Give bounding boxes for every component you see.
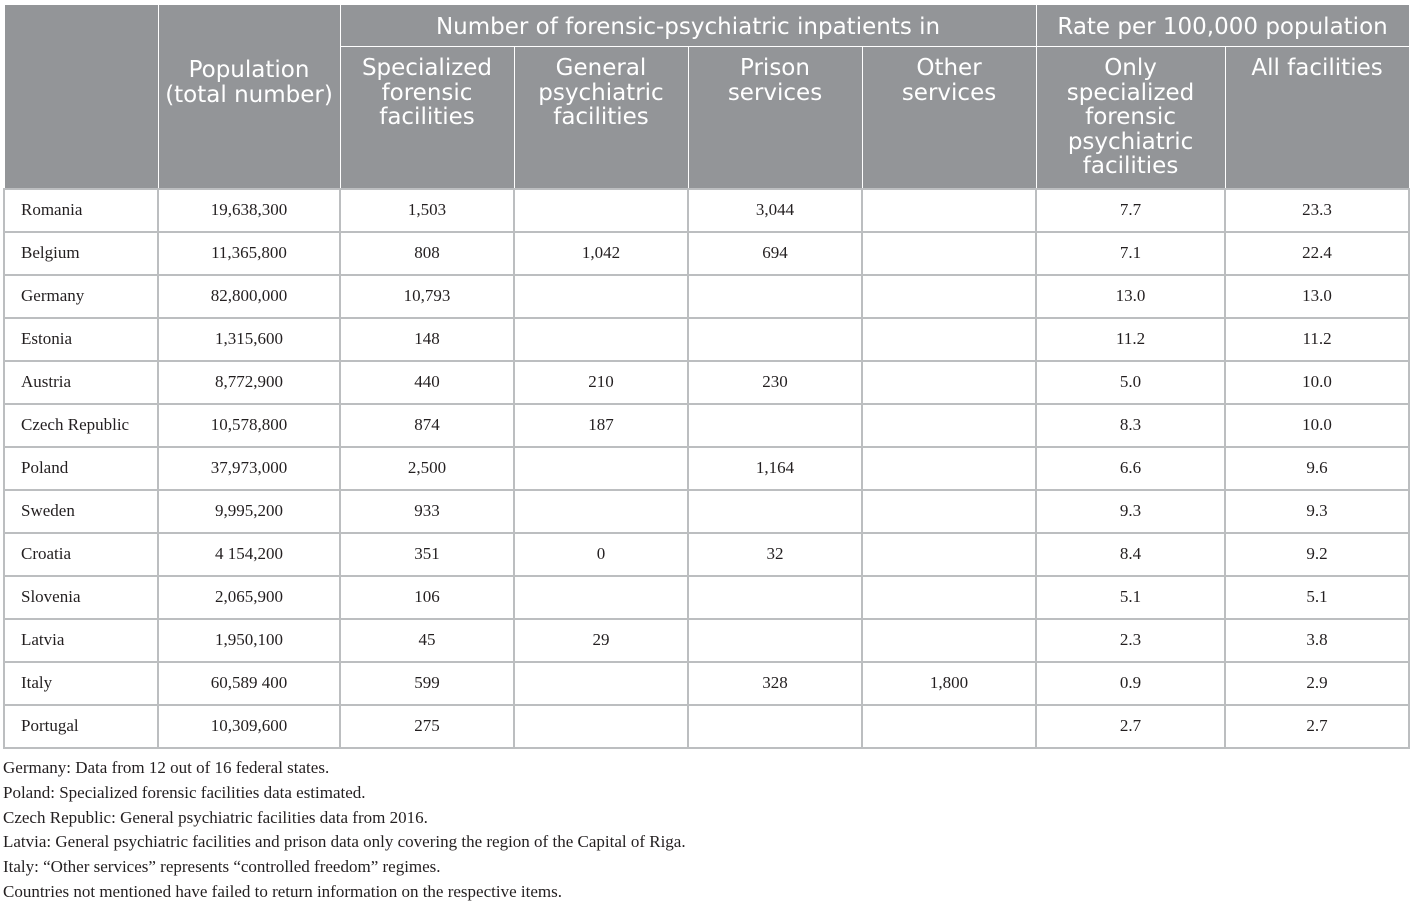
table-row [4, 361, 1409, 404]
cell-population: 2,065,900 [158, 576, 340, 619]
cell-other [862, 490, 1036, 533]
cell-all-facilities: 5.1 [1225, 576, 1409, 619]
cell-prison: 32 [688, 533, 862, 576]
cell-other [862, 404, 1036, 447]
cell-specialized: 599 [340, 662, 514, 705]
cell-population: 4 154,200 [158, 533, 340, 576]
cell-only-specialized: 11.2 [1036, 318, 1225, 361]
cell-prison [688, 576, 862, 619]
cell-only-specialized: 7.1 [1036, 232, 1225, 275]
cell-general [514, 490, 688, 533]
cell-other [862, 275, 1036, 318]
cell-all-facilities: 2.7 [1225, 705, 1409, 748]
header-group-rate-label: Rate per 100,000 population [1057, 14, 1388, 40]
table-row [4, 275, 1409, 318]
cell-population: 82,800,000 [158, 275, 340, 318]
table-body [4, 189, 1409, 748]
cell-specialized: 808 [340, 232, 514, 275]
cell-prison: 328 [688, 662, 862, 705]
cell-other [862, 447, 1036, 490]
header-country-blank [4, 5, 158, 189]
cell-general: 29 [514, 619, 688, 662]
cell-general [514, 447, 688, 490]
header-prison [688, 47, 862, 189]
footnote: Germany: Data from 12 out of 16 federal states. [3, 758, 330, 777]
cell-prison [688, 490, 862, 533]
cell-general [514, 576, 688, 619]
cell-only-specialized: 9.3 [1036, 490, 1225, 533]
cell-specialized: 148 [340, 318, 514, 361]
footnote: Countries not mentioned have failed to return information on the respective items. [3, 881, 562, 901]
header-other [862, 47, 1036, 189]
cell-general: 0 [514, 533, 688, 576]
cell-prison [688, 619, 862, 662]
cell-all-facilities: 10.0 [1225, 404, 1409, 447]
table-row [4, 232, 1409, 275]
cell-specialized: 1,503 [340, 189, 514, 232]
cell-general [514, 275, 688, 318]
header-only-specialized [1036, 47, 1225, 189]
cell-specialized: 874 [340, 404, 514, 447]
cell-population: 9,995,200 [158, 490, 340, 533]
cell-country: Belgium [4, 232, 158, 275]
cell-other [862, 232, 1036, 275]
header-prison-label: Prison services [727, 55, 823, 106]
data-table-container [3, 4, 1408, 749]
cell-only-specialized: 8.4 [1036, 533, 1225, 576]
cell-all-facilities: 9.2 [1225, 533, 1409, 576]
table-row [4, 533, 1409, 576]
cell-population: 1,315,600 [158, 318, 340, 361]
cell-country: Italy [4, 662, 158, 705]
table-row [4, 662, 1409, 705]
cell-country: Austria [4, 361, 158, 404]
cell-population: 10,578,800 [158, 404, 340, 447]
cell-other [862, 318, 1036, 361]
cell-only-specialized: 0.9 [1036, 662, 1225, 705]
cell-other [862, 189, 1036, 232]
cell-general [514, 189, 688, 232]
cell-population: 1,950,100 [158, 619, 340, 662]
cell-country: Poland [4, 447, 158, 490]
cell-only-specialized: 5.0 [1036, 361, 1225, 404]
cell-country: Czech Republic [4, 404, 158, 447]
header-general-label: General psychiatric facilities [538, 55, 664, 130]
footnote: Czech Republic: General psychiatric facilities data from 2016. [3, 807, 428, 827]
cell-specialized: 2,500 [340, 447, 514, 490]
cell-specialized: 275 [340, 705, 514, 748]
cell-only-specialized: 7.7 [1036, 189, 1225, 232]
cell-other [862, 705, 1036, 748]
cell-specialized: 440 [340, 361, 514, 404]
cell-prison: 694 [688, 232, 862, 275]
cell-population: 11,365,800 [158, 232, 340, 275]
header-population [158, 5, 340, 189]
cell-other: 1,800 [862, 662, 1036, 705]
header-group-inpatients [340, 5, 1036, 47]
cell-population: 8,772,900 [158, 361, 340, 404]
header-only-specialized-label: Only specialized forensic psychiatric facilities [1066, 55, 1195, 179]
cell-other [862, 533, 1036, 576]
table-row [4, 490, 1409, 533]
cell-only-specialized: 13.0 [1036, 275, 1225, 318]
cell-population: 10,309,600 [158, 705, 340, 748]
table-row [4, 705, 1409, 748]
footnote: Latvia: General psychiatric facilities and prison data only covering the region of the Capital of Riga. [3, 832, 686, 852]
cell-general [514, 705, 688, 748]
table-row [4, 404, 1409, 447]
footnote: Italy: “Other services” represents “controlled freedom” regimes. [3, 857, 441, 877]
table-row [4, 318, 1409, 361]
cell-general [514, 318, 688, 361]
footnote: Poland: Specialized forensic facilities data estimated. [3, 782, 366, 802]
table-row [4, 576, 1409, 619]
cell-other [862, 619, 1036, 662]
header-group-inpatients-label: Number of forensic-psychiatric inpatients in [435, 14, 941, 40]
cell-all-facilities: 13.0 [1225, 275, 1409, 318]
header-population-label: Population (total number) [165, 57, 333, 108]
table-row [4, 447, 1409, 490]
cell-prison [688, 275, 862, 318]
cell-specialized: 10,793 [340, 275, 514, 318]
cell-all-facilities: 23.3 [1225, 189, 1409, 232]
cell-other [862, 576, 1036, 619]
header-all-facilities-label: All facilities [1251, 55, 1383, 81]
cell-country: Slovenia [4, 576, 158, 619]
cell-all-facilities: 9.3 [1225, 490, 1409, 533]
header-all-facilities [1225, 47, 1409, 189]
cell-only-specialized: 5.1 [1036, 576, 1225, 619]
forensic-inpatients-table [3, 4, 1410, 749]
cell-country: Portugal [4, 705, 158, 748]
cell-all-facilities: 2.9 [1225, 662, 1409, 705]
cell-all-facilities: 3.8 [1225, 619, 1409, 662]
cell-country: Germany [4, 275, 158, 318]
header-other-label: Other services [901, 55, 997, 106]
cell-country: Croatia [4, 533, 158, 576]
cell-only-specialized: 6.6 [1036, 447, 1225, 490]
cell-country: Romania [4, 189, 158, 232]
cell-population: 19,638,300 [158, 189, 340, 232]
header-group-rate [1036, 5, 1409, 47]
header-row-group [4, 5, 1409, 47]
cell-country: Estonia [4, 318, 158, 361]
cell-all-facilities: 22.4 [1225, 232, 1409, 275]
cell-population: 37,973,000 [158, 447, 340, 490]
cell-general: 1,042 [514, 232, 688, 275]
cell-prison [688, 705, 862, 748]
cell-prison: 1,164 [688, 447, 862, 490]
cell-specialized: 106 [340, 576, 514, 619]
cell-general [514, 662, 688, 705]
header-specialized-label: Specialized forensic facilities [361, 55, 493, 130]
cell-general: 187 [514, 404, 688, 447]
cell-prison [688, 318, 862, 361]
table-footnotes [3, 756, 1403, 905]
cell-other [862, 361, 1036, 404]
cell-prison [688, 404, 862, 447]
cell-country: Latvia [4, 619, 158, 662]
table-header [4, 5, 1409, 189]
cell-all-facilities: 9.6 [1225, 447, 1409, 490]
table-row [4, 189, 1409, 232]
cell-specialized: 351 [340, 533, 514, 576]
cell-specialized: 933 [340, 490, 514, 533]
header-specialized [340, 47, 514, 189]
cell-all-facilities: 10.0 [1225, 361, 1409, 404]
cell-prison: 3,044 [688, 189, 862, 232]
table-row [4, 619, 1409, 662]
cell-all-facilities: 11.2 [1225, 318, 1409, 361]
cell-prison: 230 [688, 361, 862, 404]
header-general [514, 47, 688, 189]
cell-only-specialized: 8.3 [1036, 404, 1225, 447]
cell-specialized: 45 [340, 619, 514, 662]
cell-only-specialized: 2.3 [1036, 619, 1225, 662]
cell-only-specialized: 2.7 [1036, 705, 1225, 748]
cell-general: 210 [514, 361, 688, 404]
cell-population: 60,589 400 [158, 662, 340, 705]
cell-country: Sweden [4, 490, 158, 533]
